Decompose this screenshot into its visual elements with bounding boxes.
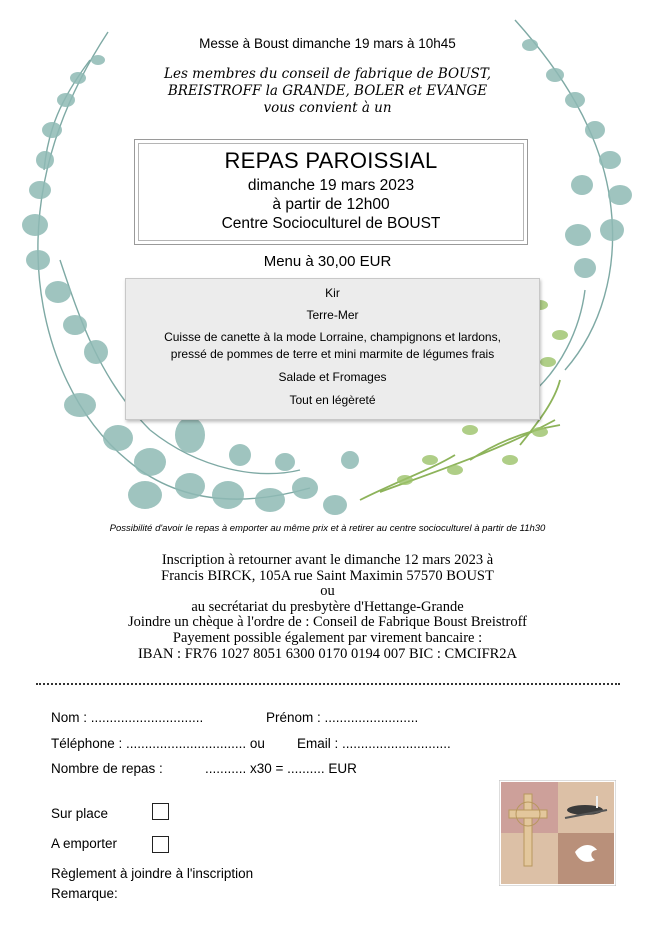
intro-line: BREISTROFF la GRANDE, BOLER et EVANGE xyxy=(167,83,488,99)
intro-line: vous convient à un xyxy=(263,100,392,116)
payment-note: Règlement à joindre à l'inscription xyxy=(51,866,254,881)
mass-announcement: Messe à Boust dimanche 19 mars à 10h45 xyxy=(199,36,456,51)
telephone-field[interactable]: Téléphone : ................................ ou xyxy=(51,736,265,751)
menu-item: Terre-Mer xyxy=(306,308,359,322)
event-title-box xyxy=(134,139,528,245)
inscription-line: Inscription à retourner avant le dimanche 12 mars 2023 à xyxy=(161,552,494,568)
intro-line: Les membres du conseil de fabrique de BOUST, xyxy=(163,66,492,82)
inscription-line: ou xyxy=(320,583,335,600)
inscription-line: Francis BIRCK, 105A rue Saint Maximin 57570 BOUST xyxy=(161,567,494,584)
a-emporter-checkbox[interactable] xyxy=(152,836,169,853)
invitation-intro xyxy=(0,66,655,117)
remarque-field[interactable]: Remarque: xyxy=(51,886,118,901)
menu-item: Tout en légèreté xyxy=(289,393,376,407)
event-time: à partir de 12h00 xyxy=(272,196,390,213)
email-field[interactable]: Email : ............................. xyxy=(297,736,451,751)
event-title: REPAS PAROISSIAL xyxy=(224,148,438,173)
inscription-line: IBAN : FR76 1027 8051 6300 0170 0194 007 BIC : CMCIFR2A xyxy=(137,645,518,662)
event-details xyxy=(135,176,527,233)
cut-line-divider xyxy=(36,683,620,685)
menu-box xyxy=(125,278,540,420)
menu-item: Cuisse de canette à la mode Lorraine, champignons et lardons, xyxy=(164,330,501,344)
sur-place-label: Sur place xyxy=(51,806,109,821)
takeaway-note: Possibilité d'avoir le repas à emporter au même prix et à retirer au centre socioculturel à partir de 11h30 xyxy=(109,523,546,534)
a-emporter-label: A emporter xyxy=(51,836,118,851)
event-date: dimanche 19 mars 2023 xyxy=(247,177,415,194)
inscription-line: au secrétariat du presbytère d'Hettange-Grande xyxy=(191,598,464,615)
meal-count-label: Nombre de repas : xyxy=(51,761,163,776)
parish-logo xyxy=(499,780,616,886)
inscription-line: Joindre un chèque à l'ordre de : Conseil de Fabrique Boust Breistroff xyxy=(128,614,527,631)
menu-item: Kir xyxy=(325,286,340,300)
event-place: Centre Socioculturel de BOUST xyxy=(221,215,441,232)
inscription-line: Payement possible également par virement bancaire : xyxy=(172,629,483,646)
sur-place-checkbox[interactable] xyxy=(152,803,169,820)
prenom-field[interactable]: Prénom : ......................... xyxy=(266,710,419,725)
menu-price: Menu à 30,00 EUR xyxy=(263,253,392,270)
menu-item: Salade et Fromages xyxy=(278,370,387,384)
inscription-info xyxy=(0,553,655,662)
nom-field[interactable]: Nom : .............................. xyxy=(51,710,204,725)
meal-count-field[interactable]: ........... x30 = .......... EUR xyxy=(205,761,357,776)
menu-item: pressé de pommes de terre et mini marmite de légumes frais xyxy=(170,347,495,361)
